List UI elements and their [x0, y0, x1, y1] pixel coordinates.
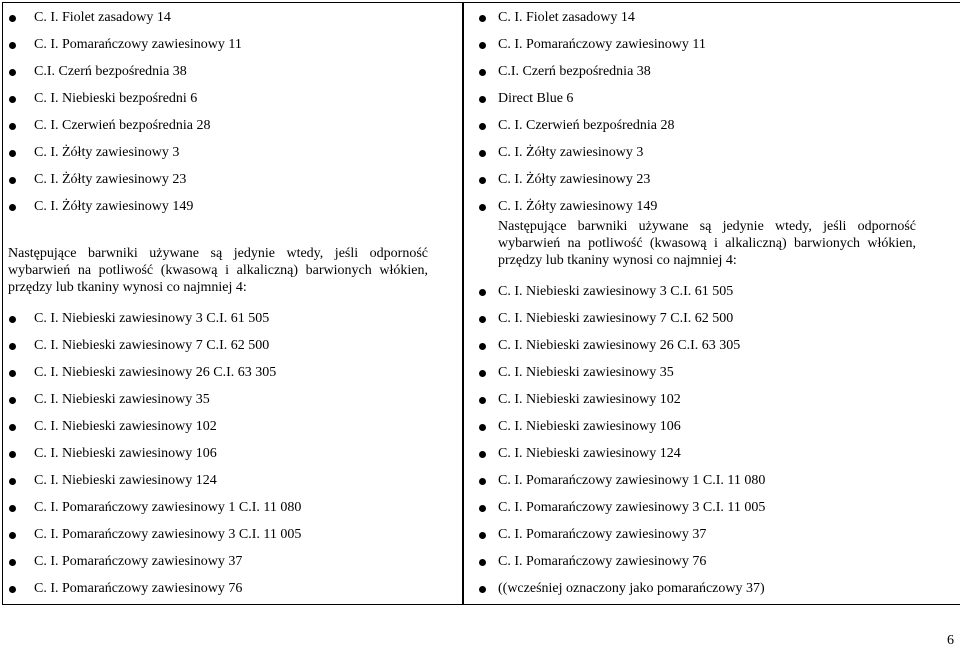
bullet-icon: [479, 370, 486, 377]
bullet-icon: [479, 451, 486, 458]
requirement-paragraph: Następujące barwniki używane są jedynie wtedy, jeśli odporność wybarwień na potliwość (kwasową i alkaliczną) barwionych włókien, przędzy lub tkaniny wynosi co najmniej 4:: [498, 219, 916, 268]
bullet-icon: [9, 478, 16, 485]
bullet-icon: [479, 15, 486, 22]
bullet-icon: [479, 177, 486, 184]
bullet-icon: [9, 316, 16, 323]
bullet-icon: [479, 559, 486, 566]
bullet-icon: [9, 69, 16, 76]
bullet-icon: [479, 424, 486, 431]
bullet-icon: [479, 96, 486, 103]
bullet-icon: [479, 316, 486, 323]
bullet-icon: [479, 505, 486, 512]
bullet-icon: [9, 505, 16, 512]
bullet-icon: [9, 397, 16, 404]
bullet-icon: [9, 370, 16, 377]
bullet-icon: [9, 451, 16, 458]
bullet-icon: [479, 150, 486, 157]
bullet-icon: [479, 69, 486, 76]
bullet-icon: [9, 424, 16, 431]
bullet-icon: [9, 204, 16, 211]
bullet-icon: [9, 343, 16, 350]
bullet-icon: [479, 123, 486, 130]
bullet-icon: [9, 150, 16, 157]
bullet-icon: [9, 559, 16, 566]
requirement-paragraph: Następujące barwniki używane są jedynie wtedy, jeśli odporność wybarwień na potliwość (kwasową i alkaliczną) barwionych włókien, przędzy lub tkaniny wynosi co najmniej 4:: [8, 246, 428, 295]
bullet-icon: [479, 204, 486, 211]
bullet-icon: [9, 586, 16, 593]
bullet-icon: [9, 96, 16, 103]
bullet-icon: [479, 289, 486, 296]
bullet-icon: [479, 478, 486, 485]
bullet-icon: [9, 123, 16, 130]
page-number: 6: [947, 633, 954, 648]
bullet-icon: [479, 42, 486, 49]
bullet-icon: [479, 397, 486, 404]
bullet-icon: [479, 343, 486, 350]
bullet-icon: [9, 177, 16, 184]
bullet-icon: [9, 15, 16, 22]
bullet-icon: [9, 42, 16, 49]
bullet-icon: [479, 532, 486, 539]
bullet-icon: [9, 532, 16, 539]
bullet-icon: [479, 586, 486, 593]
